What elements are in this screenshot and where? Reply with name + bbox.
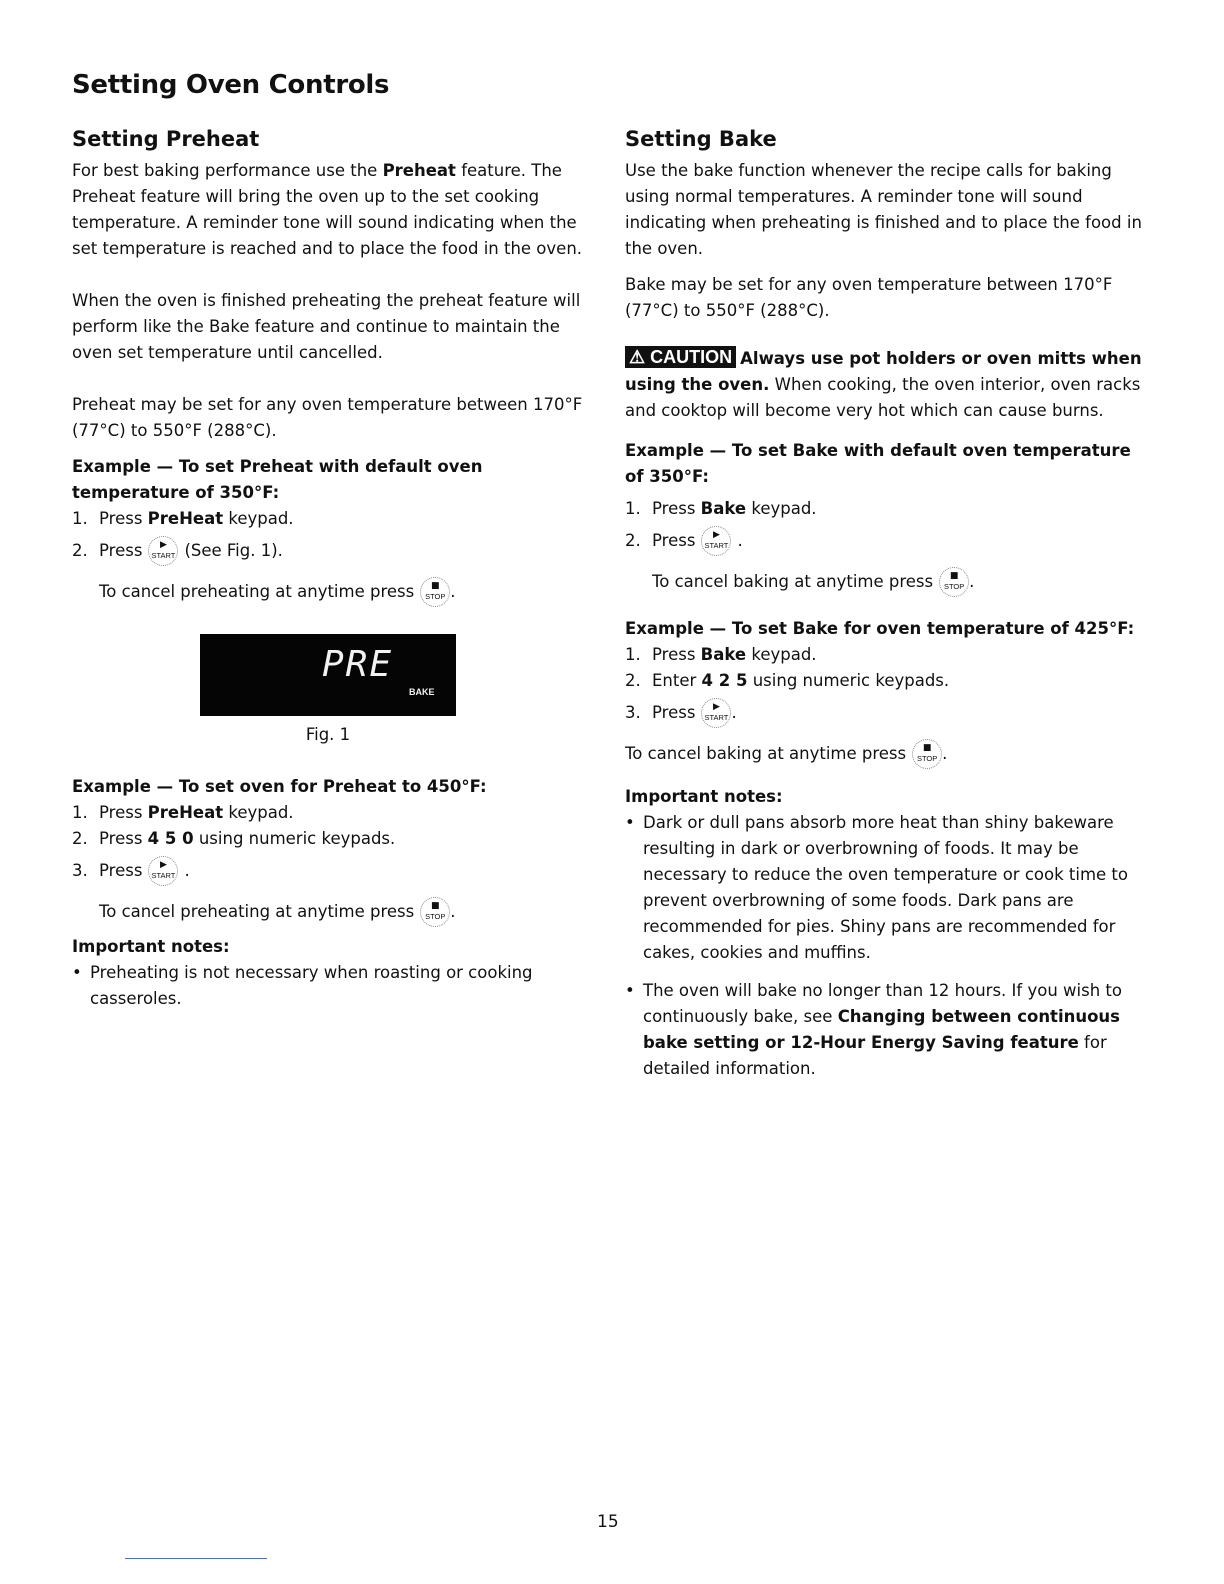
page-number: 15 <box>597 1512 619 1532</box>
text-run: . <box>731 703 737 722</box>
text-run: keypad. <box>746 645 817 664</box>
step-number: 3. <box>625 703 641 722</box>
bullet-dot: • <box>72 963 82 982</box>
step-text <box>99 506 294 532</box>
stop-glyph: ■ <box>430 581 440 591</box>
section-title-bake: Setting Bake <box>625 127 777 151</box>
text-run: . <box>184 861 190 880</box>
stop-icon <box>912 739 942 769</box>
example-heading-preheat-default: Example — To set Preheat with default oven temperature of 350°F: <box>72 457 483 502</box>
step-2 <box>625 668 1145 694</box>
page-title: Setting Oven Controls <box>72 70 390 100</box>
keypad-digits: 4 2 5 <box>701 671 748 690</box>
caution-bold-text: Always use pot holders or oven mitts when using the oven. <box>625 349 1142 394</box>
text-run: . <box>737 531 743 550</box>
step-1 <box>625 496 1145 522</box>
cancel-instruction <box>625 560 1145 604</box>
preheat-range-paragraph: Preheat may be set for any oven temperature between 170°F (77°C) to 550°F (288°C). <box>72 395 583 440</box>
step-3 <box>625 694 1145 732</box>
step-text <box>99 800 294 826</box>
step-number: 2. <box>72 829 88 848</box>
note-item <box>72 960 592 1012</box>
icon-caption: STOP <box>916 754 938 763</box>
text-run: Press <box>99 803 148 822</box>
text-run: For best baking performance use the <box>72 161 383 180</box>
step-text <box>652 642 817 668</box>
text-run: The oven will bake no longer than 12 hours. If you wish to continuously bake, see <box>643 981 1122 1026</box>
stop-icon <box>420 577 450 607</box>
keypad-name: PreHeat <box>147 509 224 528</box>
icon-caption: START <box>151 551 176 560</box>
text-run: . <box>969 572 975 591</box>
step-number: 1. <box>625 499 641 518</box>
bullet-dot: • <box>625 981 635 1000</box>
keypad-digits: 4 5 0 <box>147 829 194 848</box>
icon-caption: STOP <box>425 592 446 601</box>
icon-caption: STOP <box>943 582 965 591</box>
example-heading-bake-425: Example — To set Bake for oven temperature of 425°F: <box>625 619 1135 638</box>
display-mode-label: BAKE <box>409 687 435 697</box>
text-run: for detailed information. <box>643 1033 1107 1078</box>
step-text <box>652 496 817 522</box>
text-run: Press <box>652 499 701 518</box>
play-glyph: ▶ <box>712 530 720 540</box>
section-title-preheat: Setting Preheat <box>72 127 260 151</box>
preheat-paragraph-2: When the oven is finished preheating the preheat feature will perform like the Bake feature and continue to maintain the oven set temperature until cancelled. <box>72 291 581 362</box>
keypad-name: Bake <box>700 499 747 518</box>
text-run: To cancel preheating at anytime press <box>99 902 415 921</box>
bullet-dot: • <box>625 813 635 832</box>
example-heading-preheat-450: Example — To set oven for Preheat to 450°F: <box>72 777 487 796</box>
bake-intro-paragraph: Use the bake function whenever the recipe calls for baking using normal temperatures. A reminder tone will sound indicating when preheating is finished and to place the food in the oven. <box>625 161 1142 258</box>
setting-bake-section <box>625 124 1145 1082</box>
text-run: To cancel baking at anytime press <box>625 744 907 763</box>
cancel-instruction <box>72 570 592 614</box>
text-run: using numeric keypads. <box>747 671 950 690</box>
step-number: 2. <box>72 541 88 560</box>
step-2 <box>72 826 592 852</box>
text-run: Press <box>99 509 148 528</box>
text-run: Press <box>99 861 143 880</box>
start-icon <box>148 536 178 566</box>
start-icon <box>701 698 731 728</box>
text-run: using numeric keypads. <box>193 829 396 848</box>
text-run: To cancel preheating at anytime press <box>99 582 415 601</box>
text-run: (See Fig. 1). <box>184 541 283 560</box>
caution-text: When cooking, the oven interior, oven racks and cooktop will become very hot which can cause burns. <box>625 375 1141 420</box>
start-icon <box>148 856 178 886</box>
icon-caption: START <box>704 541 729 550</box>
text-run: Press <box>652 531 696 550</box>
step-number: 2. <box>625 671 641 690</box>
text-run: . <box>450 582 456 601</box>
text-run: Press <box>652 645 701 664</box>
icon-caption: START <box>704 713 729 722</box>
text-run: feature. The Preheat feature will bring the oven up to the set cooking temperature. A reminder tone will sound indicating when the set temperature is reached and to place the food in the oven. <box>72 161 583 258</box>
text-run: . <box>942 744 948 763</box>
cancel-instruction <box>72 890 592 934</box>
step-1 <box>72 506 592 532</box>
footer-rule <box>125 1558 267 1559</box>
stop-icon <box>420 897 450 927</box>
stop-glyph: ■ <box>430 901 440 911</box>
important-notes-heading: Important notes: <box>625 787 783 806</box>
step-number: 2. <box>625 531 641 550</box>
stop-glyph: ■ <box>922 743 932 753</box>
step-1 <box>72 800 592 826</box>
cancel-instruction <box>625 732 1145 776</box>
text-run: keypad. <box>746 499 817 518</box>
step-2 <box>72 532 592 570</box>
note-text: Preheating is not necessary when roasting or cooking casseroles. <box>90 963 533 1008</box>
step-number: 1. <box>72 803 88 822</box>
play-glyph: ▶ <box>712 702 720 712</box>
bake-range-paragraph: Bake may be set for any oven temperature between 170°F (77°C) to 550°F (288°C). <box>625 275 1113 320</box>
caution-badge: ⚠ CAUTION <box>625 346 736 368</box>
icon-caption: START <box>151 871 176 880</box>
note-text <box>643 978 1145 1082</box>
step-1 <box>625 642 1145 668</box>
step-number: 3. <box>72 861 88 880</box>
figure-caption: Fig. 1 <box>305 725 351 744</box>
preheat-intro-paragraph <box>72 158 592 262</box>
start-icon <box>701 526 731 556</box>
step-text <box>652 668 949 694</box>
important-notes-heading: Important notes: <box>72 937 230 956</box>
stop-glyph: ■ <box>949 571 959 581</box>
display-readout: PRE <box>322 644 394 685</box>
play-glyph: ▶ <box>159 860 167 870</box>
oven-display-figure <box>200 634 456 716</box>
keypad-name: PreHeat <box>147 803 224 822</box>
stop-icon <box>939 567 969 597</box>
keypad-name: Bake <box>700 645 747 664</box>
play-glyph: ▶ <box>159 540 167 550</box>
text-run: Press <box>99 829 148 848</box>
step-3 <box>72 852 592 890</box>
step-text <box>99 826 395 852</box>
note-item <box>625 810 1145 966</box>
text-run: Enter <box>652 671 702 690</box>
cross-reference: Changing between continuous bake setting or 12-Hour Energy Saving feature <box>643 1007 1121 1052</box>
text-run: keypad. <box>223 509 294 528</box>
example-heading-bake-default: Example — To set Bake with default oven temperature of 350°F: <box>625 441 1131 486</box>
text-run-bold: Preheat <box>382 161 456 180</box>
text-run: To cancel baking at anytime press <box>652 572 934 591</box>
text-run: Press <box>99 541 143 560</box>
note-item <box>625 978 1145 1082</box>
setting-preheat-section <box>72 124 592 1012</box>
note-text: Dark or dull pans absorb more heat than shiny bakeware resulting in dark or overbrowning of foods. It may be necessary to reduce the oven temperature or cook time to prevent overbrowning of some foods. Dark pans are recommended for pies. Shiny pans are recommended for cakes, cookies and muffins. <box>643 813 1128 962</box>
caution-block <box>625 346 1145 424</box>
icon-caption: STOP <box>425 912 446 921</box>
step-number: 1. <box>72 509 88 528</box>
text-run: . <box>450 902 456 921</box>
text-run: keypad. <box>223 803 294 822</box>
step-number: 1. <box>625 645 641 664</box>
text-run: Press <box>652 703 696 722</box>
step-2 <box>625 522 1145 560</box>
